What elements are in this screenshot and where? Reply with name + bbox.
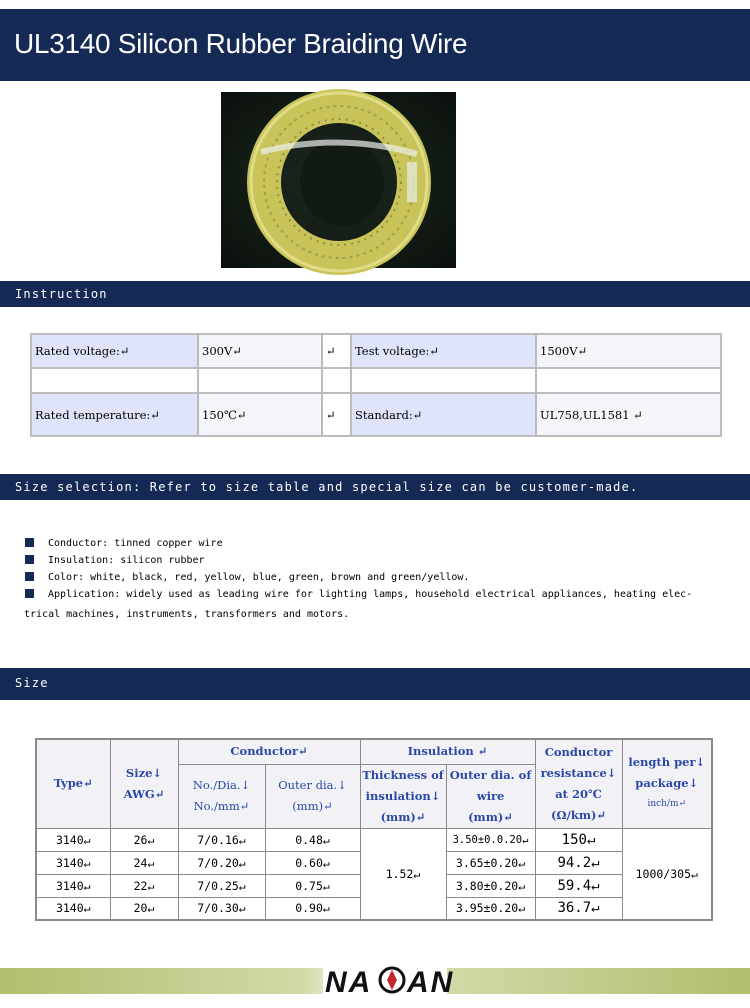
list-item-continuation: trical machines, instruments, transformers and motors.	[24, 609, 350, 620]
cell-type: 3140↵	[36, 874, 110, 897]
svg-text:NA: NA	[325, 966, 373, 999]
spec-empty-cell	[31, 368, 198, 393]
header-insulation: Insulation ↵	[360, 739, 535, 764]
spec-label: Standard:↵	[351, 393, 536, 436]
spec-empty-cell	[198, 368, 322, 393]
header-length-line: length per↓	[628, 755, 706, 770]
spec-table	[30, 333, 722, 437]
cell-length: 1000/305↵	[622, 828, 712, 920]
cell-wire-dia: 3.50±0.0.20↵	[446, 828, 535, 851]
cell-awg: 24↵	[110, 851, 178, 874]
cell-outer-dia: 0.60↵	[265, 851, 360, 874]
list-item-text: Conductor: tinned copper wire	[48, 538, 223, 549]
cell-resistance: 36.7↵	[535, 897, 622, 920]
cell-no-dia: 7/0.20↵	[178, 851, 265, 874]
header-conductor: Conductor↵	[178, 739, 360, 764]
spec-empty-cell	[351, 368, 536, 393]
spec-value: 300V↵	[198, 334, 322, 368]
section-instruction	[0, 281, 750, 307]
cell-resistance: 59.4↵	[535, 874, 622, 897]
list-item-text: Application: widely used as leading wire for lighting lamps, household electrical appliances, heating elec-	[48, 589, 693, 600]
header-size-line: Size↓	[125, 765, 163, 780]
header-outer-dia-line: Outer dia.↓	[278, 778, 347, 792]
table-row	[36, 828, 712, 851]
spec-mark: ↵	[322, 393, 351, 436]
spec-row	[31, 334, 721, 368]
header-length-line: inch/m↵	[647, 799, 687, 810]
list-item	[24, 569, 724, 586]
cell-awg: 20↵	[110, 897, 178, 920]
cell-resistance: 94.2↵	[535, 851, 622, 874]
square-bullet-icon	[25, 538, 34, 547]
cell-wire-dia: 3.65±0.20↵	[446, 851, 535, 874]
list-item-text: Insulation: silicon rubber	[48, 555, 205, 566]
header-thickness	[360, 764, 446, 828]
cell-awg: 22↵	[110, 874, 178, 897]
section-size-selection	[0, 474, 750, 500]
cell-no-dia: 7/0.25↵	[178, 874, 265, 897]
feature-list	[24, 535, 724, 623]
spec-value: 1500V↵	[536, 334, 721, 368]
table-header-row	[36, 739, 712, 764]
header-outer-wire-line: Outer dia. of	[449, 767, 532, 782]
spec-value: 150℃↵	[198, 393, 322, 436]
product-photo	[221, 92, 456, 268]
cell-thickness: 1.52↵	[360, 828, 446, 920]
svg-text:AN: AN	[407, 966, 455, 999]
section-title: Size selection: Refer to size table and special size can be customer-made.	[15, 480, 639, 494]
header-outer-wire-line: wire	[476, 788, 505, 803]
spec-label: Rated temperature:↵	[31, 393, 198, 436]
spec-label: Test voltage:↵	[351, 334, 536, 368]
header-no-dia-line: No./mm↵	[193, 799, 250, 813]
title-bar	[0, 9, 750, 81]
square-bullet-icon	[25, 572, 34, 581]
header-thickness-line: (mm)↵	[380, 809, 426, 824]
header-resistance-line: at 20℃	[555, 786, 602, 801]
cell-outer-dia: 0.90↵	[265, 897, 360, 920]
header-resistance	[535, 739, 622, 828]
header-no-dia	[178, 764, 265, 828]
size-table	[35, 738, 713, 921]
cell-type: 3140↵	[36, 851, 110, 874]
header-thickness-line: insulation↓	[365, 788, 441, 803]
cell-outer-dia: 0.75↵	[265, 874, 360, 897]
square-bullet-icon	[25, 555, 34, 564]
list-item-text: Color: white, black, red, yellow, blue, green, brown and green/yellow.	[48, 572, 470, 583]
list-item	[24, 552, 724, 569]
header-no-dia-line: No./Dia.↓	[192, 778, 251, 792]
header-outer-wire	[446, 764, 535, 828]
header-thickness-line: Thickness of	[362, 767, 444, 782]
header-size	[110, 739, 178, 828]
cell-resistance: 150↵	[535, 828, 622, 851]
square-bullet-icon	[25, 589, 34, 598]
page-title: UL3140 Silicon Rubber Braiding Wire	[14, 28, 468, 59]
list-item	[24, 586, 724, 603]
spec-label: Rated voltage:↵	[31, 334, 198, 368]
spec-row-empty	[31, 368, 721, 393]
header-length	[622, 739, 712, 828]
section-title: Instruction	[15, 287, 108, 301]
list-item	[24, 535, 724, 552]
header-outer-dia-line: (mm)↵	[292, 799, 333, 813]
section-size	[0, 668, 750, 700]
cell-type: 3140↵	[36, 828, 110, 851]
footer	[0, 962, 750, 1008]
spec-empty-cell	[536, 368, 721, 393]
spec-value: UL758,UL1581 ↵	[536, 393, 721, 436]
header-size-line: AWG↵	[123, 786, 165, 801]
header-resistance-line: Conductor	[544, 744, 613, 759]
cell-outer-dia: 0.48↵	[265, 828, 360, 851]
brand-logo	[323, 962, 455, 999]
cell-no-dia: 7/0.30↵	[178, 897, 265, 920]
section-title: Size	[15, 676, 49, 690]
cell-awg: 26↵	[110, 828, 178, 851]
cell-wire-dia: 3.95±0.20↵	[446, 897, 535, 920]
brand-logo-icon	[323, 962, 455, 999]
header-type: Type↵	[36, 739, 110, 828]
header-outer-dia	[265, 764, 360, 828]
cell-no-dia: 7/0.16↵	[178, 828, 265, 851]
header-resistance-line: resistance↓	[540, 765, 617, 780]
header-outer-wire-line: (mm)↵	[468, 809, 513, 824]
spec-mark: ↵	[322, 334, 351, 368]
header-resistance-line: (Ω/km)↵	[550, 807, 607, 822]
cell-wire-dia: 3.80±0.20↵	[446, 874, 535, 897]
spec-empty-cell	[322, 368, 351, 393]
spec-row	[31, 393, 721, 436]
cell-type: 3140↵	[36, 897, 110, 920]
header-length-line: package↓	[635, 776, 699, 791]
